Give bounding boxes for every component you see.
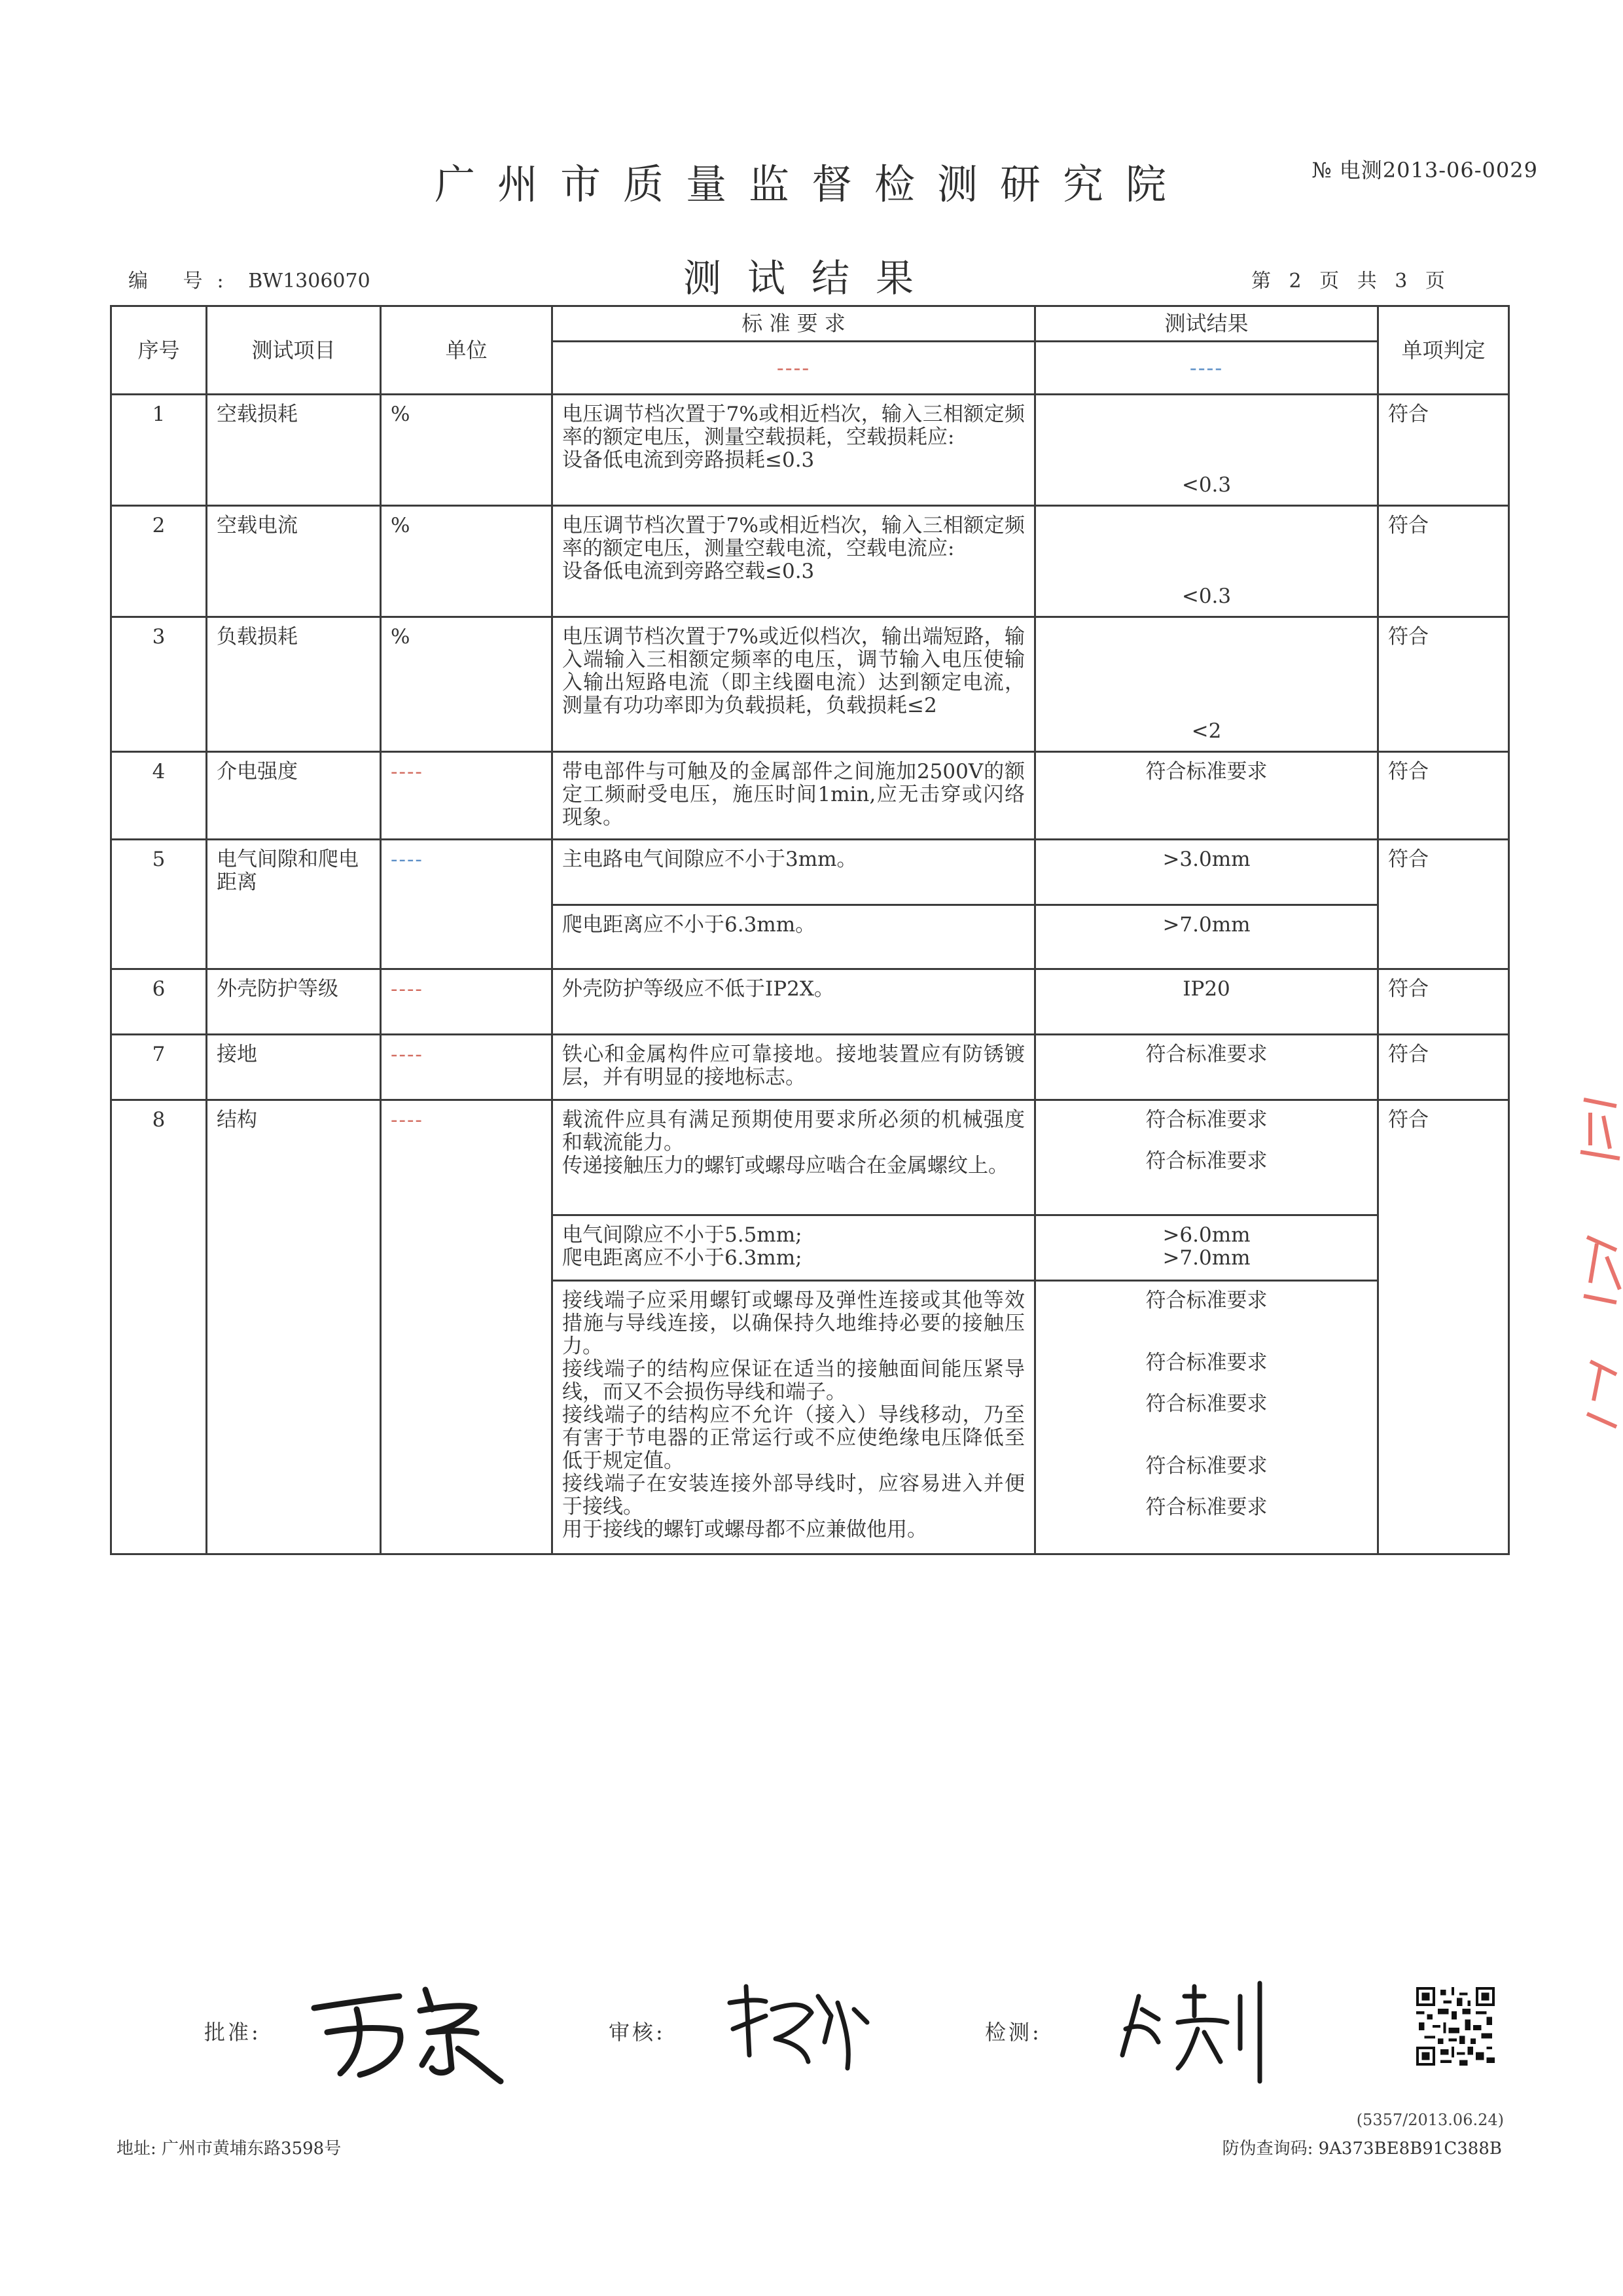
spacer <box>1045 1374 1368 1393</box>
serial-label: 编 号: <box>128 270 238 293</box>
terminal-res-4: 符合标准要求 <box>1145 1454 1268 1478</box>
structure-res-2: 符合标准要求 <box>1145 1149 1268 1173</box>
row-no: 4 <box>111 752 207 840</box>
row-verdict: 符合 <box>1378 969 1509 1035</box>
stamp-fragment <box>1571 1086 1623 1453</box>
row-result: >7.0mm <box>1035 905 1378 969</box>
spacer <box>1045 1478 1368 1496</box>
row-item: 接地 <box>207 1035 381 1100</box>
row-standard: 电压调节档次置于7%或相近档次，输入三相额定频率的额定电压，测量空载损耗，空载损耗应: 设备低电流到旁路损耗≤0.3 <box>552 395 1035 506</box>
table-row <box>111 840 1509 905</box>
structure-std-1: 载流件应具有满足预期使用要求所必须的机械强度和载流能力。 <box>562 1108 1025 1155</box>
row-standard: 铁心和金属构件应可靠接地。接地装置应有防锈镀层，并有明显的接地标志。 <box>552 1035 1035 1100</box>
row-standard <box>552 1281 1035 1554</box>
row-standard <box>552 1100 1035 1215</box>
terminal-std-1: 接线端子应采用螺钉或螺母及弹性连接或其他等效措施与导线连接，以确保持久地维持必要的接触压力。 <box>562 1289 1025 1358</box>
structure-creepage-res: >7.0mm <box>1162 1246 1251 1270</box>
review-label: 审核: <box>609 2020 666 2045</box>
spacer <box>1045 1416 1368 1455</box>
row-result: 符合标准要求 <box>1035 1035 1378 1100</box>
table-row <box>111 969 1509 1035</box>
terminal-std-3: 接线端子的结构应不允许（接入）导线移动，乃至有害于节电器的正常运行或不应使绝缘电压降低至低于规定值。 <box>562 1403 1025 1473</box>
row-unit: ---- <box>381 1100 552 1554</box>
row-item: 负载损耗 <box>207 617 381 752</box>
row-standard: 主电路电气间隙应不小于3mm。 <box>552 840 1035 905</box>
row-no: 7 <box>111 1035 207 1100</box>
row-verdict: 符合 <box>1378 1100 1509 1554</box>
table-row <box>111 617 1509 752</box>
row-no: 1 <box>111 395 207 506</box>
row-verdict: 符合 <box>1378 1035 1509 1100</box>
spacer <box>1045 1132 1368 1150</box>
row-result <box>1035 1100 1378 1215</box>
table-row <box>111 1100 1509 1215</box>
table-row <box>111 1035 1509 1100</box>
row-result: <0.3 <box>1035 506 1378 617</box>
header-standard: 标 准 要 求 <box>552 306 1035 342</box>
row-result: IP20 <box>1035 969 1378 1035</box>
terminal-std-4: 接线端子在安装连接外部导线时，应容易进入并便于接线。 <box>562 1472 1025 1518</box>
row-standard: 外壳防护等级应不低于IP2X。 <box>552 969 1035 1035</box>
row-item: 外壳防护等级 <box>207 969 381 1035</box>
row-unit: % <box>381 506 552 617</box>
row-no: 8 <box>111 1100 207 1554</box>
row-item: 空载损耗 <box>207 395 381 506</box>
row-result: >3.0mm <box>1035 840 1378 905</box>
row-unit: % <box>381 395 552 506</box>
header-unit: 单位 <box>381 306 552 395</box>
table-row <box>111 395 1509 506</box>
structure-clearance-std: 电气间隙应不小于5.5mm; <box>562 1223 802 1247</box>
row-unit: ---- <box>381 1035 552 1100</box>
row-unit: % <box>381 617 552 752</box>
row-standard <box>552 1215 1035 1281</box>
test-result-table <box>110 305 1510 1555</box>
header-item: 测试项目 <box>207 306 381 395</box>
page-info: 第 2 页 共 3 页 <box>1251 270 1445 293</box>
row-unit: ---- <box>381 752 552 840</box>
table-row <box>111 506 1509 617</box>
row-verdict: 符合 <box>1378 506 1509 617</box>
terminal-std-5: 用于接线的螺钉或螺母都不应兼做他用。 <box>562 1518 927 1541</box>
spacer <box>1045 1312 1368 1352</box>
row-standard: 电压调节档次置于7%或相近档次，输入三相额定频率的额定电压，测量空载电流，空载电流应: 设备低电流到旁路空载≤0.3 <box>552 506 1035 617</box>
document-title: 测试结果 <box>683 256 940 300</box>
qr-code <box>1416 1987 1495 2066</box>
row-unit: ---- <box>381 840 552 969</box>
approve-label: 批准: <box>204 2020 261 2045</box>
address: 地址: 广州市黄埔东路3598号 <box>116 2139 342 2159</box>
row-result: <0.3 <box>1035 395 1378 506</box>
row-standard: 带电部件与可触及的金属部件之间施加2500V的额定工频耐受电压，施压时间1min,应无击穿或闪络现象。 <box>552 752 1035 840</box>
structure-clearance-res: >6.0mm <box>1162 1223 1251 1247</box>
table-header-row <box>111 306 1509 342</box>
row-verdict: 符合 <box>1378 395 1509 506</box>
structure-res-1: 符合标准要求 <box>1145 1108 1268 1132</box>
row-item: 介电强度 <box>207 752 381 840</box>
row-verdict: 符合 <box>1378 840 1509 969</box>
row-item: 电气间隙和爬电距离 <box>207 840 381 969</box>
reviewer-signature <box>720 1977 877 2081</box>
table-row <box>111 752 1509 840</box>
terminal-res-2: 符合标准要求 <box>1145 1351 1268 1374</box>
row-no: 3 <box>111 617 207 752</box>
row-standard: 爬电距离应不小于6.3mm。 <box>552 905 1035 969</box>
header-verdict: 单项判定 <box>1378 306 1509 395</box>
row-result: 符合标准要求 <box>1035 752 1378 840</box>
row-no: 6 <box>111 969 207 1035</box>
row-unit: ---- <box>381 969 552 1035</box>
structure-creepage-std: 爬电距离应不小于6.3mm; <box>562 1246 802 1270</box>
header-result: 测试结果 <box>1035 306 1378 342</box>
report-code-date: (5357/2013.06.24) <box>1356 2111 1504 2129</box>
row-item: 空载电流 <box>207 506 381 617</box>
terminal-std-2: 接线端子的结构应保证在适当的接触面间能压紧导线，而又不会损伤导线和端子。 <box>562 1357 1025 1404</box>
row-verdict: 符合 <box>1378 752 1509 840</box>
header-result-sub: ---- <box>1035 342 1378 395</box>
row-result <box>1035 1281 1378 1554</box>
structure-std-2: 传递接触压力的螺钉或螺母应啮合在金属螺纹上。 <box>562 1154 1008 1177</box>
terminal-res-1: 符合标准要求 <box>1145 1289 1268 1312</box>
report-number: № 电测2013-06-0029 <box>1311 158 1538 183</box>
anti-counterfeit-code: 防伪查询码: 9A373BE8B91C388B <box>1222 2139 1502 2159</box>
tester-signature <box>1113 1970 1283 2088</box>
row-verdict: 符合 <box>1378 617 1509 752</box>
header-standard-sub: ---- <box>552 342 1035 395</box>
terminal-res-5: 符合标准要求 <box>1145 1496 1268 1519</box>
serial-number <box>128 264 370 293</box>
serial-value: BW1306070 <box>248 270 370 293</box>
approver-signature <box>301 1970 510 2088</box>
row-no: 2 <box>111 506 207 617</box>
row-no: 5 <box>111 840 207 969</box>
header-no: 序号 <box>111 306 207 395</box>
row-item: 结构 <box>207 1100 381 1554</box>
terminal-res-3: 符合标准要求 <box>1145 1392 1268 1416</box>
row-result <box>1035 1215 1378 1281</box>
test-label: 检测: <box>985 2020 1042 2045</box>
row-standard: 电压调节档次置于7%或近似档次，输出端短路，输入端输入三相额定频率的电压，调节输入电压使输入输出短路电流（即主线圈电流）达到额定电流，测量有功功率即为负载损耗，负载损耗≤2 <box>552 617 1035 752</box>
row-result: <2 <box>1035 617 1378 752</box>
institute-name: 广州市质量监督检测研究院 <box>434 160 1188 208</box>
